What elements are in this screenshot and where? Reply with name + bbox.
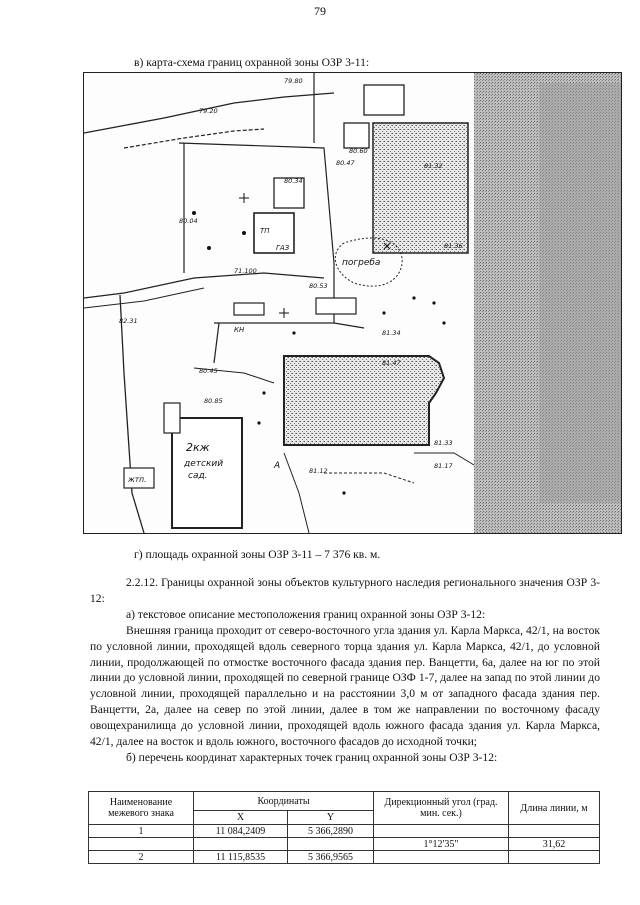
building-north <box>373 123 468 253</box>
cell-x: 11 115,8535 <box>194 851 288 864</box>
col-coords: Координаты <box>194 792 374 811</box>
description: Внешняя граница проходит от северо-восточного угла здания ул. Карла Маркса, 42/1, на восток по условной линии, проходящей вдоль северного торца здания ул. Карла Маркса, 42/1, до условной линии, продолжающей по отмостке восточного фасада здания пер. Ванцетти, 6а, далее на юг по этой линии до условной линии, проходящей по северной границе ОЗФ 1-7, далее на запад по этой линии до условной линии, проходящей параллельно и на расстоянии 3,0 м от западного фасада здания пер. Ванцетти, 2а, далее на север по этой линии, далее в том же направлении по восточному фасаду овощехранилища до условной линии, проходящей вдоль южного фасада здания ул. Карла Маркса, 42/1, далее на восток и вдоль южного, восточного фасадов до исходной точки; <box>90 623 600 749</box>
cell-name: 1 <box>89 825 194 838</box>
col-angle: Дирекционный угол (град. мин. сек.) <box>374 792 509 825</box>
label-kn: КН <box>234 326 245 334</box>
svg-text:82.31: 82.31 <box>119 317 138 325</box>
cell-y: 5 366,9565 <box>287 851 373 864</box>
svg-text:80.04: 80.04 <box>179 217 198 225</box>
svg-text:71.100: 71.100 <box>234 267 257 275</box>
label-kindergarten: детский <box>184 459 224 469</box>
svg-text:79.20: 79.20 <box>199 107 218 115</box>
area-text: г) площадь охранной зоны ОЗР 3-11 – 7 376 кв. м. <box>134 548 381 561</box>
svg-text:80.47: 80.47 <box>336 159 355 167</box>
svg-text:81.47: 81.47 <box>382 359 401 367</box>
label-gas: ГАЗ <box>276 244 290 252</box>
site-map-drawing <box>84 73 621 533</box>
building-south <box>284 356 444 445</box>
table-row <box>89 825 600 838</box>
svg-text:80.45: 80.45 <box>199 367 218 375</box>
svg-text:80.85: 80.85 <box>204 397 223 405</box>
label-a: А <box>274 461 281 471</box>
cell-angle: 1°12'35" <box>374 838 509 851</box>
col-x: X <box>194 811 288 825</box>
page-number: 79 <box>314 4 326 18</box>
label-kindergarten-2: сад. <box>188 471 208 481</box>
table-row <box>89 838 600 851</box>
cell-length: 31,62 <box>509 838 600 851</box>
section-body <box>90 575 600 766</box>
label-tp: ТП <box>260 227 270 235</box>
cell-name: 2 <box>89 851 194 864</box>
svg-text:80.53: 80.53 <box>309 282 328 290</box>
svg-text:81.12: 81.12 <box>309 467 328 475</box>
coordinates-table <box>88 791 600 864</box>
label-zhtp: жтп. <box>128 475 147 484</box>
cell-y: 5 366,2890 <box>287 825 373 838</box>
item-b: б) перечень координат характерных точек границ охранной зоны ОЗР 3-12: <box>126 750 498 764</box>
cell-x: 11 084,2409 <box>194 825 288 838</box>
svg-text:81.32: 81.32 <box>424 162 443 170</box>
svg-text:81.36: 81.36 <box>444 242 463 250</box>
label-cellar: погреба <box>342 258 381 268</box>
section-heading: 2.2.12. Границы охранной зоны объектов культурного наследия регионального значения ОЗР 3-12: <box>90 576 600 605</box>
col-y: Y <box>287 811 373 825</box>
col-length: Длина линии, м <box>509 792 600 825</box>
svg-text:79.80: 79.80 <box>284 77 303 85</box>
svg-text:80.34: 80.34 <box>284 177 303 185</box>
svg-text:80.60: 80.60 <box>349 147 368 155</box>
svg-text:81.34: 81.34 <box>382 329 401 337</box>
svg-text:81.33: 81.33 <box>434 439 453 447</box>
col-name: Наименование межевого знака <box>89 792 194 825</box>
map-caption: в) карта-схема границ охранной зоны ОЗР 3-11: <box>134 56 370 69</box>
site-map <box>83 72 622 534</box>
item-a: а) текстовое описание местоположения границ охранной зоны ОЗР 3-12: <box>126 607 486 621</box>
label-building-2kzh: 2кж <box>186 441 210 454</box>
table-row <box>89 851 600 864</box>
svg-text:81.17: 81.17 <box>434 462 453 470</box>
